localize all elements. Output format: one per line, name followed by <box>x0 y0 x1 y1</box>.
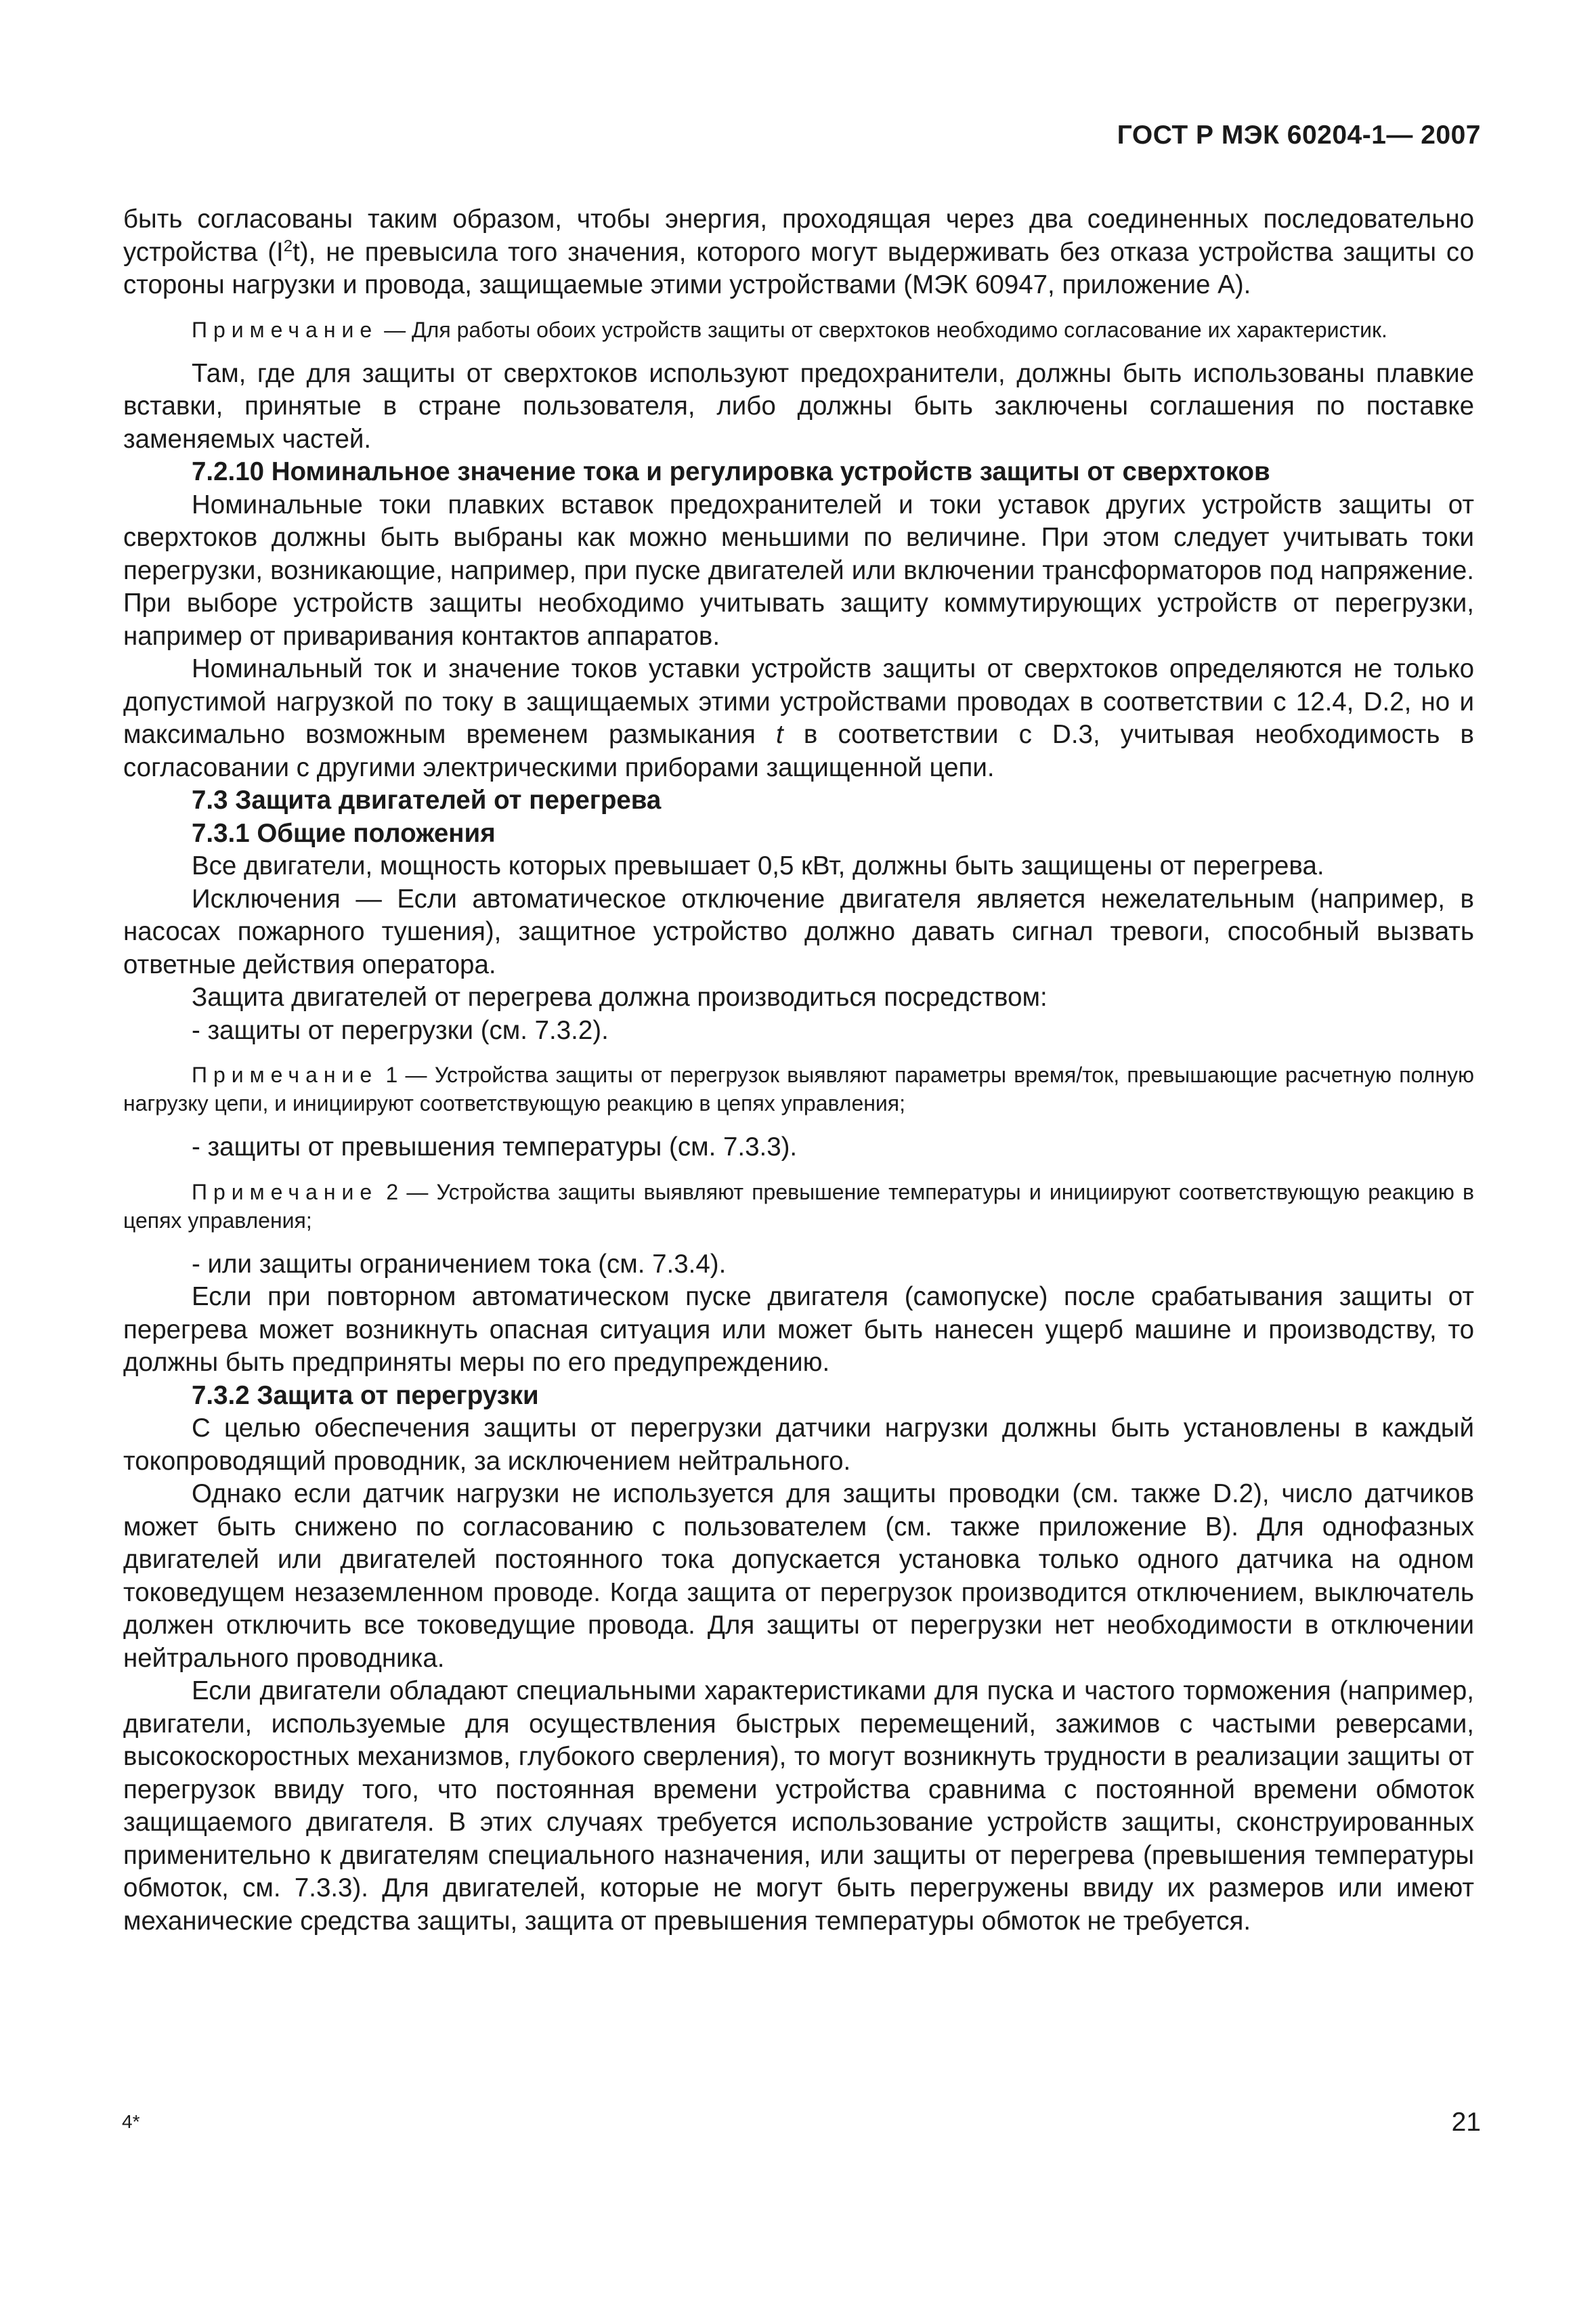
note-label: Примечание <box>192 317 379 342</box>
paragraph: Если при повторном автоматическом пуске двигателя (самопуске) после срабатывания защиты от перегрева может возникнуть опасная ситуация или может быть нанесен ущерб машине и производству, то должны быть предприняты меры по его предупреждению. <box>123 1282 1474 1377</box>
section-heading-7-3-1: 7.3.1 Общие положения <box>192 818 496 848</box>
page-body <box>123 203 1474 1938</box>
section-heading-7-2-10: 7.2.10 Номинальное значение тока и регулировка устройств защиты от сверхтоков <box>192 457 1270 486</box>
list-item: - защиты от перегрузки (см. 7.3.2). <box>192 1015 609 1045</box>
list-item: - или защиты ограничением тока (см. 7.3.4). <box>192 1249 727 1279</box>
note: Примечание 1 — Устройства защиты от перегрузок выявляют параметры время/ток, превышающие расчетную полную нагрузку цепи, и инициируют соответствующую реакцию в цепях управления; <box>123 1063 1474 1115</box>
paragraph: Если двигатели обладают специальными характеристиками для пуска и частого торможения (например, двигатели, используемые для осуществления быстрых перемещений, зажимов с частыми реверсами, высокоскоростных механизмов, глубокого сверления), то могут возникнуть трудности в реализации защиты от перегрузок ввиду того, что постоянная времени устройства сравнима с постоянной времени обмоток защищаемого двигателя. В этих случаях требуется использование устройств защиты, сконструированных применительно к двигателям специального назначения, или защиты от перегрева (превышения температуры обмоток, см. 7.3.3). Для двигателей, которые не могут быть перегружены ввиду их размеров или имеют механические средства защиты, защита от превышения температуры обмоток не требуется. <box>123 1676 1474 1936</box>
note-label: Примечание <box>192 1179 379 1204</box>
standard-header: ГОСТ Р МЭК 60204-1— 2007 <box>1117 121 1481 150</box>
paragraph: Однако если датчик нагрузки не используется для защиты проводки (см. также D.2), число датчиков может быть снижено по согласованию с пользователем (см. также приложение В). Для однофазных двигателей или двигателей постоянного тока допускается установка только одного датчика на одном токоведущем незаземленном проводе. Когда защита от перегрузок производится отключением, выключатель должен отключить все токоведущие провода. Для защиты от перегрузки нет необходимости в отключении нейтрального проводника. <box>123 1479 1474 1673</box>
paragraph: Номинальный ток и значение токов уставки устройств защиты от сверхтоков определяются не только допустимой нагрузкой по току в защищаемых этими устройствами проводах в соответствии с 12.4, D.2, но и максимально возможным временем размыкания t в соответствии с D.3, учитывая необходимость в согласовании с другими электрическими приборами защищенной цепи. <box>123 654 1474 782</box>
list-item: - защиты от превышения температуры (см. 7.3.3). <box>192 1132 798 1162</box>
paragraph: Исключения — Если автоматическое отключение двигателя является нежелательным (например, в насосах пожарного тушения), защитное устройство должно давать сигнал тревоги, способный вызвать ответные действия оператора. <box>123 884 1474 979</box>
paragraph: Номинальные токи плавких вставок предохранителей и токи уставок других устройств защиты от сверхтоков должны быть выбраны как можно меньшими по величине. При этом следует учитывать токи перегрузки, возникающие, например, при пуске двигателей или включении трансформаторов под напряжение. При выборе устройств защиты необходимо учитывать защиту коммутирующих устройств от перегрузки, например от приваривания контактов аппаратов. <box>123 490 1474 651</box>
paragraph: Защита двигателей от перегрева должна производиться посредством: <box>192 983 1048 1012</box>
paragraph: Там, где для защиты от сверхтоков используют предохранители, должны быть использованы плавкие вставки, принятые в стране пользователя, либо должны быть заключены соглашения по поставке заменяемых частей. <box>123 358 1474 454</box>
note: Примечание 2 — Устройства защиты выявляют превышение температуры и инициируют соответствующую реакцию в цепях управления; <box>123 1179 1474 1233</box>
paragraph: быть согласованы таким образом, чтобы энергия, проходящая через два соединенных последовательно устройства $(I^2t)$, не превысила того значения, которого могут выдерживать без отказа устройства защиты со стороны нагрузки и провода, защищаемые этими устройствами (МЭК 60947, приложение А). <box>123 205 1474 299</box>
superscript: 2 <box>283 236 293 255</box>
note-label: Примечание <box>192 1063 379 1087</box>
section-heading-7-3: 7.3 Защита двигателей от перегрева <box>192 786 662 815</box>
paragraph: С целью обеспечения защиты от перегрузки датчики нагрузки должны быть установлены в каждый токопроводящий проводник, за исключением нейтрального. <box>123 1413 1474 1476</box>
section-heading-7-3-2: 7.3.2 Защита от перегрузки <box>192 1380 539 1410</box>
note: Примечание — Для работы обоих устройств защиты от сверхтоков необходимо согласование их характеристик. <box>192 317 1387 342</box>
sheet-mark: 4* <box>122 2111 140 2132</box>
page-number: 21 <box>1451 2108 1481 2137</box>
paragraph: Все двигатели, мощность которых превышает 0,5 кВт, должны быть защищены от перегрева. <box>192 851 1324 880</box>
